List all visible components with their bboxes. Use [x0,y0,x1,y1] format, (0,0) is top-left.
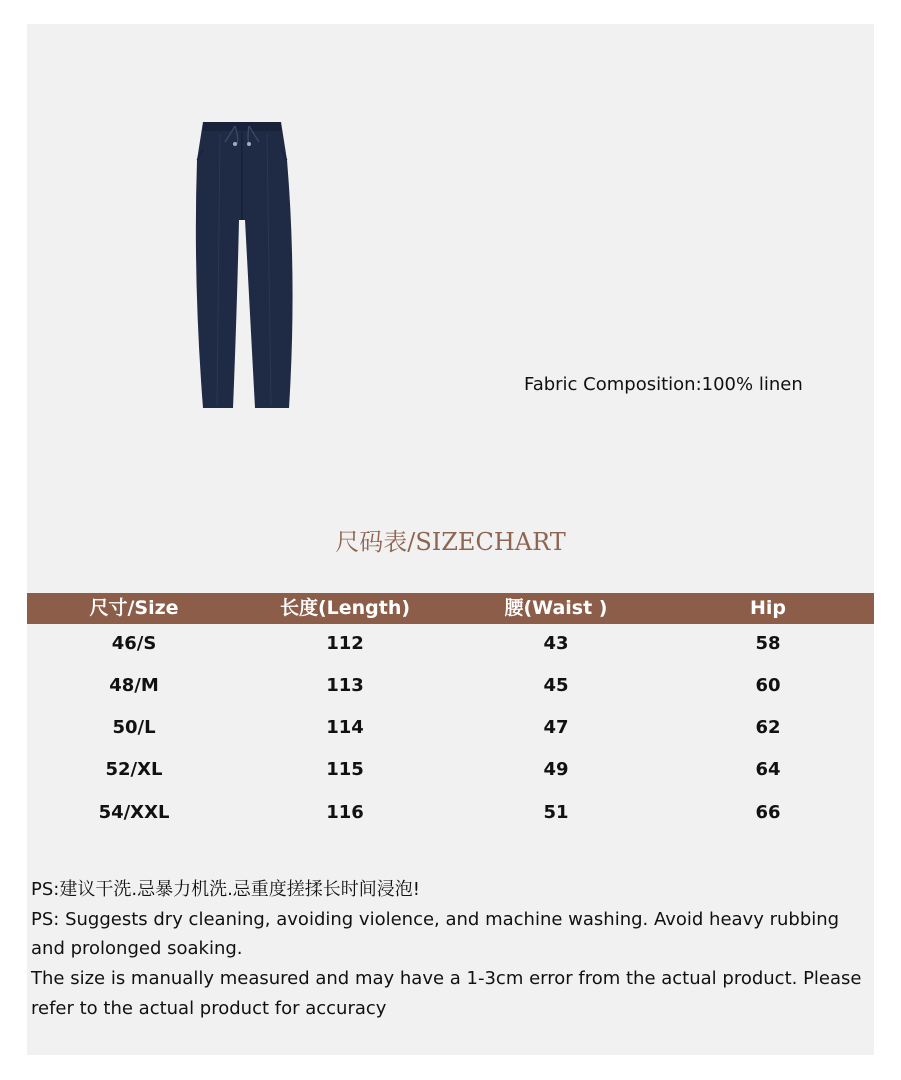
cell-waist: 49 [543,759,569,780]
cell-hip: 58 [755,633,781,654]
cell-length: 113 [326,675,364,696]
table-row [27,713,874,743]
product-detail-panel [27,24,874,1055]
header-size: 尺寸/Size [89,597,179,619]
cell-length: 114 [326,717,364,738]
cell-hip: 60 [755,675,781,696]
cell-waist: 47 [543,717,569,738]
header-length: 长度(Length) [279,597,411,619]
cell-hip: 64 [755,759,781,780]
table-row [27,629,874,659]
cell-size: 48/M [109,675,159,696]
cell-size: 52/XL [105,759,163,780]
cell-hip: 66 [755,802,781,823]
note-measurement-error: The size is manually measured and may have a 1-3cm error from the actual product. Please refer to the actual product for accuracy [31,968,862,1019]
cell-hip: 62 [755,717,781,738]
size-chart-title: 尺码表/SIZECHART [335,528,566,556]
cell-size: 54/XXL [98,802,170,823]
cell-length: 115 [326,759,364,780]
cell-waist: 43 [543,633,569,654]
size-table-header [27,593,874,624]
cell-waist: 51 [543,802,569,823]
cell-size: 46/S [111,633,157,654]
cell-size: 50/L [112,717,156,738]
care-notes [31,875,869,1024]
note-care-english: PS: Suggests dry cleaning, avoiding violence, and machine washing. Avoid heavy rubbing and prolonged soaking. [31,908,840,960]
table-row [27,798,874,828]
cell-waist: 45 [543,675,569,696]
cell-length: 112 [326,633,364,654]
table-row [27,671,874,701]
note-chinese: PS:建议干洗.忌暴力机洗.忌重度搓揉长时间浸泡! [31,879,421,900]
header-waist: 腰(Waist ) [504,597,608,619]
header-hip: Hip [749,597,786,619]
trousers-product-image [195,120,305,410]
fabric-composition: Fabric Composition:100% linen [524,374,803,395]
cell-length: 116 [326,802,364,823]
table-row [27,755,874,785]
